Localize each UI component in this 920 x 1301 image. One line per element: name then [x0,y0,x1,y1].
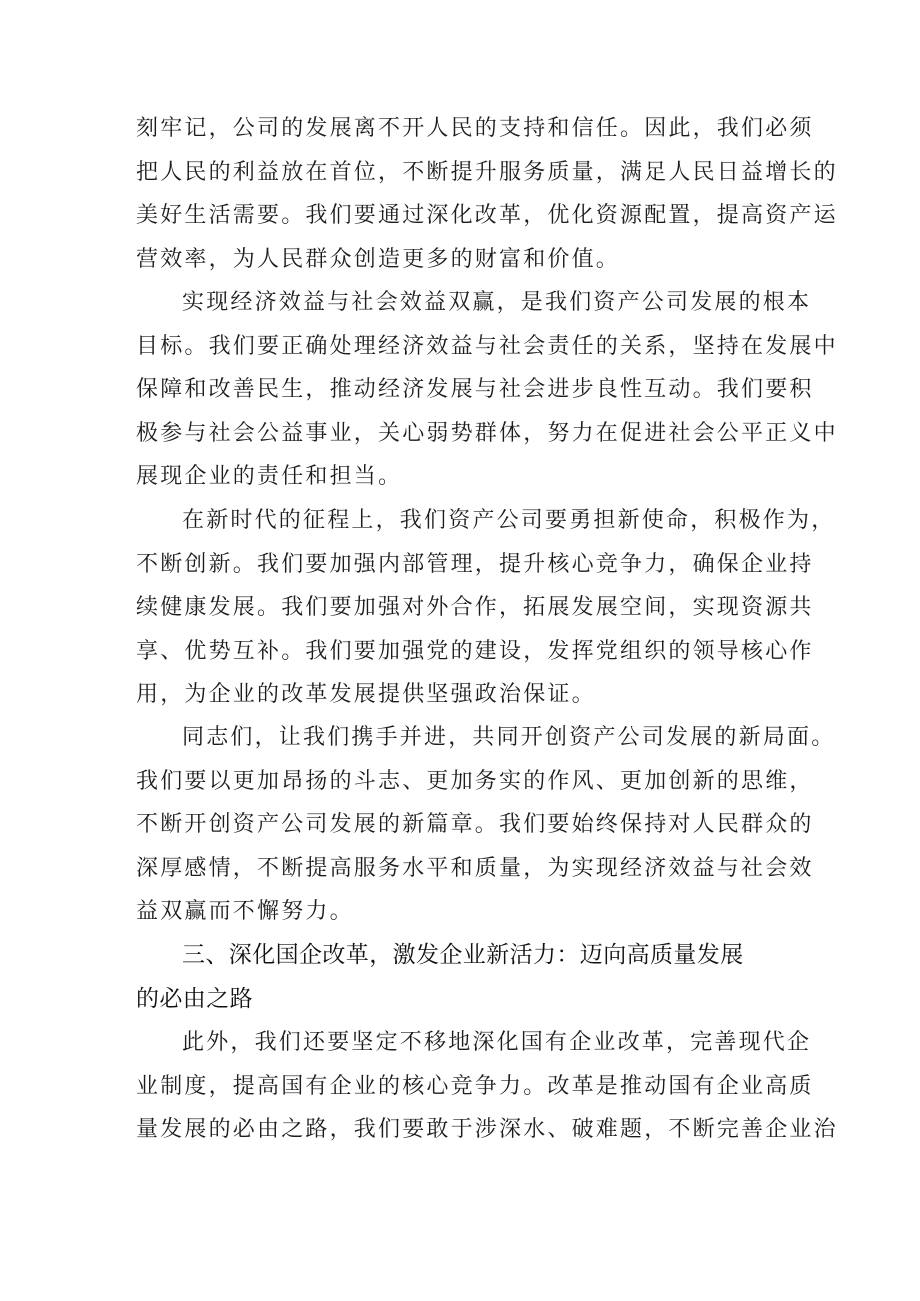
paragraph-line: 益双赢而不懈努力。 [136,899,354,924]
paragraph-5 [136,1021,838,1152]
paragraph-line: 续健康发展。我们要加强对外合作，拓展发展空间，实现资源共 [136,595,814,620]
paragraph-line: 营效率，为人民群众创造更多的财富和价值。 [136,246,621,272]
paragraph-line: 刻牢记，公司的发展离不开人民的支持和信任。因此，我们必须 [136,116,814,141]
paragraph-line: 不断创新。我们要加强内部管理，提升核心竞争力，确保企业持 [136,551,814,577]
paragraph-line: 美好生活需要。我们要通过深化改革，优化资源配置，提高资产运 [136,203,838,228]
paragraph-line: 极参与社会公益事业，关心弱势群体，努力在促进社会公平正义中 [136,420,838,446]
paragraph-line: 量发展的必由之路，我们要敢于涉深水、破难题，不断完善企业治 [136,1117,838,1142]
paragraph-line: 保障和改善民生，推动经济发展与社会进步良性互动。我们要积 [136,377,814,402]
paragraph-line: 实现经济效益与社会效益双赢，是我们资产公司发展的根本 [182,290,812,315]
paragraph-line: 此外，我们还要坚定不移地深化国有企业改革，完善现代企 [182,1030,812,1055]
paragraph-line: 用，为企业的改革发展提供坚强政治保证。 [136,682,596,707]
paragraph-line: 同志们，让我们携手并进，共同开创资产公司发展的新局面。 [182,725,836,750]
paragraph-line: 业制度，提高国有企业的核心竞争力。改革是推动国有企业高质 [136,1073,814,1099]
paragraph-line: 深厚感情，不断提高服务水平和质量，为实现经济效益与社会效 [136,855,814,881]
paragraph-line: 展现企业的责任和担当。 [136,464,403,489]
paragraph-line: 把人民的利益放在首位，不断提升服务质量，满足人民日益增长的 [136,159,838,185]
paragraph-line: 目标。我们要正确处理经济效益与社会责任的关系，坚持在发展中 [136,333,838,359]
paragraph-4 [136,716,836,934]
heading-line: 的必由之路 [136,985,253,1012]
section-heading [136,934,796,1021]
paragraph-line: 在新时代的征程上，我们资产公司要勇担新使命，积极作为， [182,508,836,533]
paragraph-line: 享、优势互补。我们要加强党的建设，发挥党组织的领导核心作 [136,638,814,664]
paragraph-line: 不断开创资产公司发展的新篇章。我们要始终保持对人民群众的 [136,812,814,837]
paragraph-line: 我们要以更加昂扬的斗志、更加务实的作风、更加创新的思维， [136,768,814,794]
heading-line: 三、深化国企改革，激发企业新活力：迈向高质量发展 [182,942,744,968]
paragraph-2 [136,281,838,499]
paragraph-3 [136,499,836,717]
paragraph-1 [136,107,838,281]
